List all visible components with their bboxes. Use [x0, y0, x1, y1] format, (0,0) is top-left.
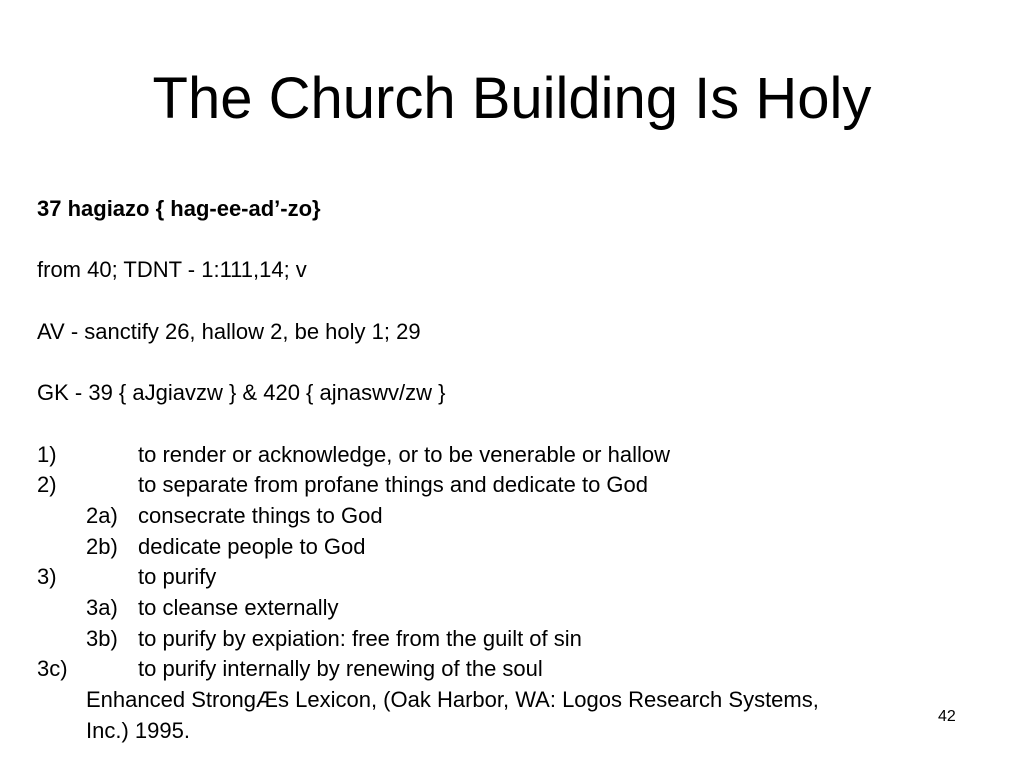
citation-line: Enhanced StrongÆs Lexicon, (Oak Harbor, WA: Logos Research Systems,	[86, 687, 819, 712]
definition-text: to purify	[138, 564, 217, 590]
lexicon-heading: 37 hagiazo { hag-ee-ad’-zo}	[37, 196, 321, 221]
definition-item	[37, 654, 977, 685]
definition-number: 2)	[37, 472, 57, 498]
definition-number: 3c)	[37, 656, 68, 682]
definition-number: 3a)	[86, 594, 118, 620]
definition-text: to separate from profane things and dedicate to God	[138, 472, 648, 498]
gk-line: GK - 39 { aJgiavzw } & 420 { ajnaswv/zw }	[37, 380, 446, 406]
definition-text: to cleanse externally	[138, 594, 339, 620]
definition-text: dedicate people to God	[138, 533, 366, 559]
definition-number: 3b)	[86, 625, 118, 651]
definition-item	[37, 470, 977, 501]
av-line: AV - sanctify 26, hallow 2, be holy 1; 29	[37, 318, 421, 344]
definition-number: 2b)	[86, 533, 118, 559]
definition-text: to purify by expiation: free from the guilt of sin	[138, 625, 582, 651]
definition-subitem	[37, 532, 977, 563]
spacer	[37, 347, 977, 378]
definition-subitem	[37, 593, 977, 624]
origin-line: from 40; TDNT - 1:111,14; v	[37, 257, 307, 283]
definition-text: consecrate things to God	[138, 502, 383, 528]
slide-number: 42	[938, 708, 956, 725]
spacer	[37, 225, 977, 256]
spacer	[37, 409, 977, 440]
spacer	[37, 286, 977, 317]
definition-number: 2a)	[86, 502, 118, 528]
definition-text: to purify internally by renewing of the soul	[138, 656, 543, 682]
definition-item	[37, 440, 977, 471]
definition-subitem	[37, 501, 977, 532]
slide-title: The Church Building Is Holy	[152, 66, 872, 131]
definition-text: to render or acknowledge, or to be venerable or hallow	[138, 441, 670, 467]
definition-item	[37, 562, 977, 593]
definition-subitem	[37, 624, 977, 655]
citation-line: Inc.) 1995.	[86, 717, 190, 743]
slide-body	[37, 194, 977, 746]
definition-number: 1)	[37, 441, 57, 467]
definition-number: 3)	[37, 564, 57, 590]
